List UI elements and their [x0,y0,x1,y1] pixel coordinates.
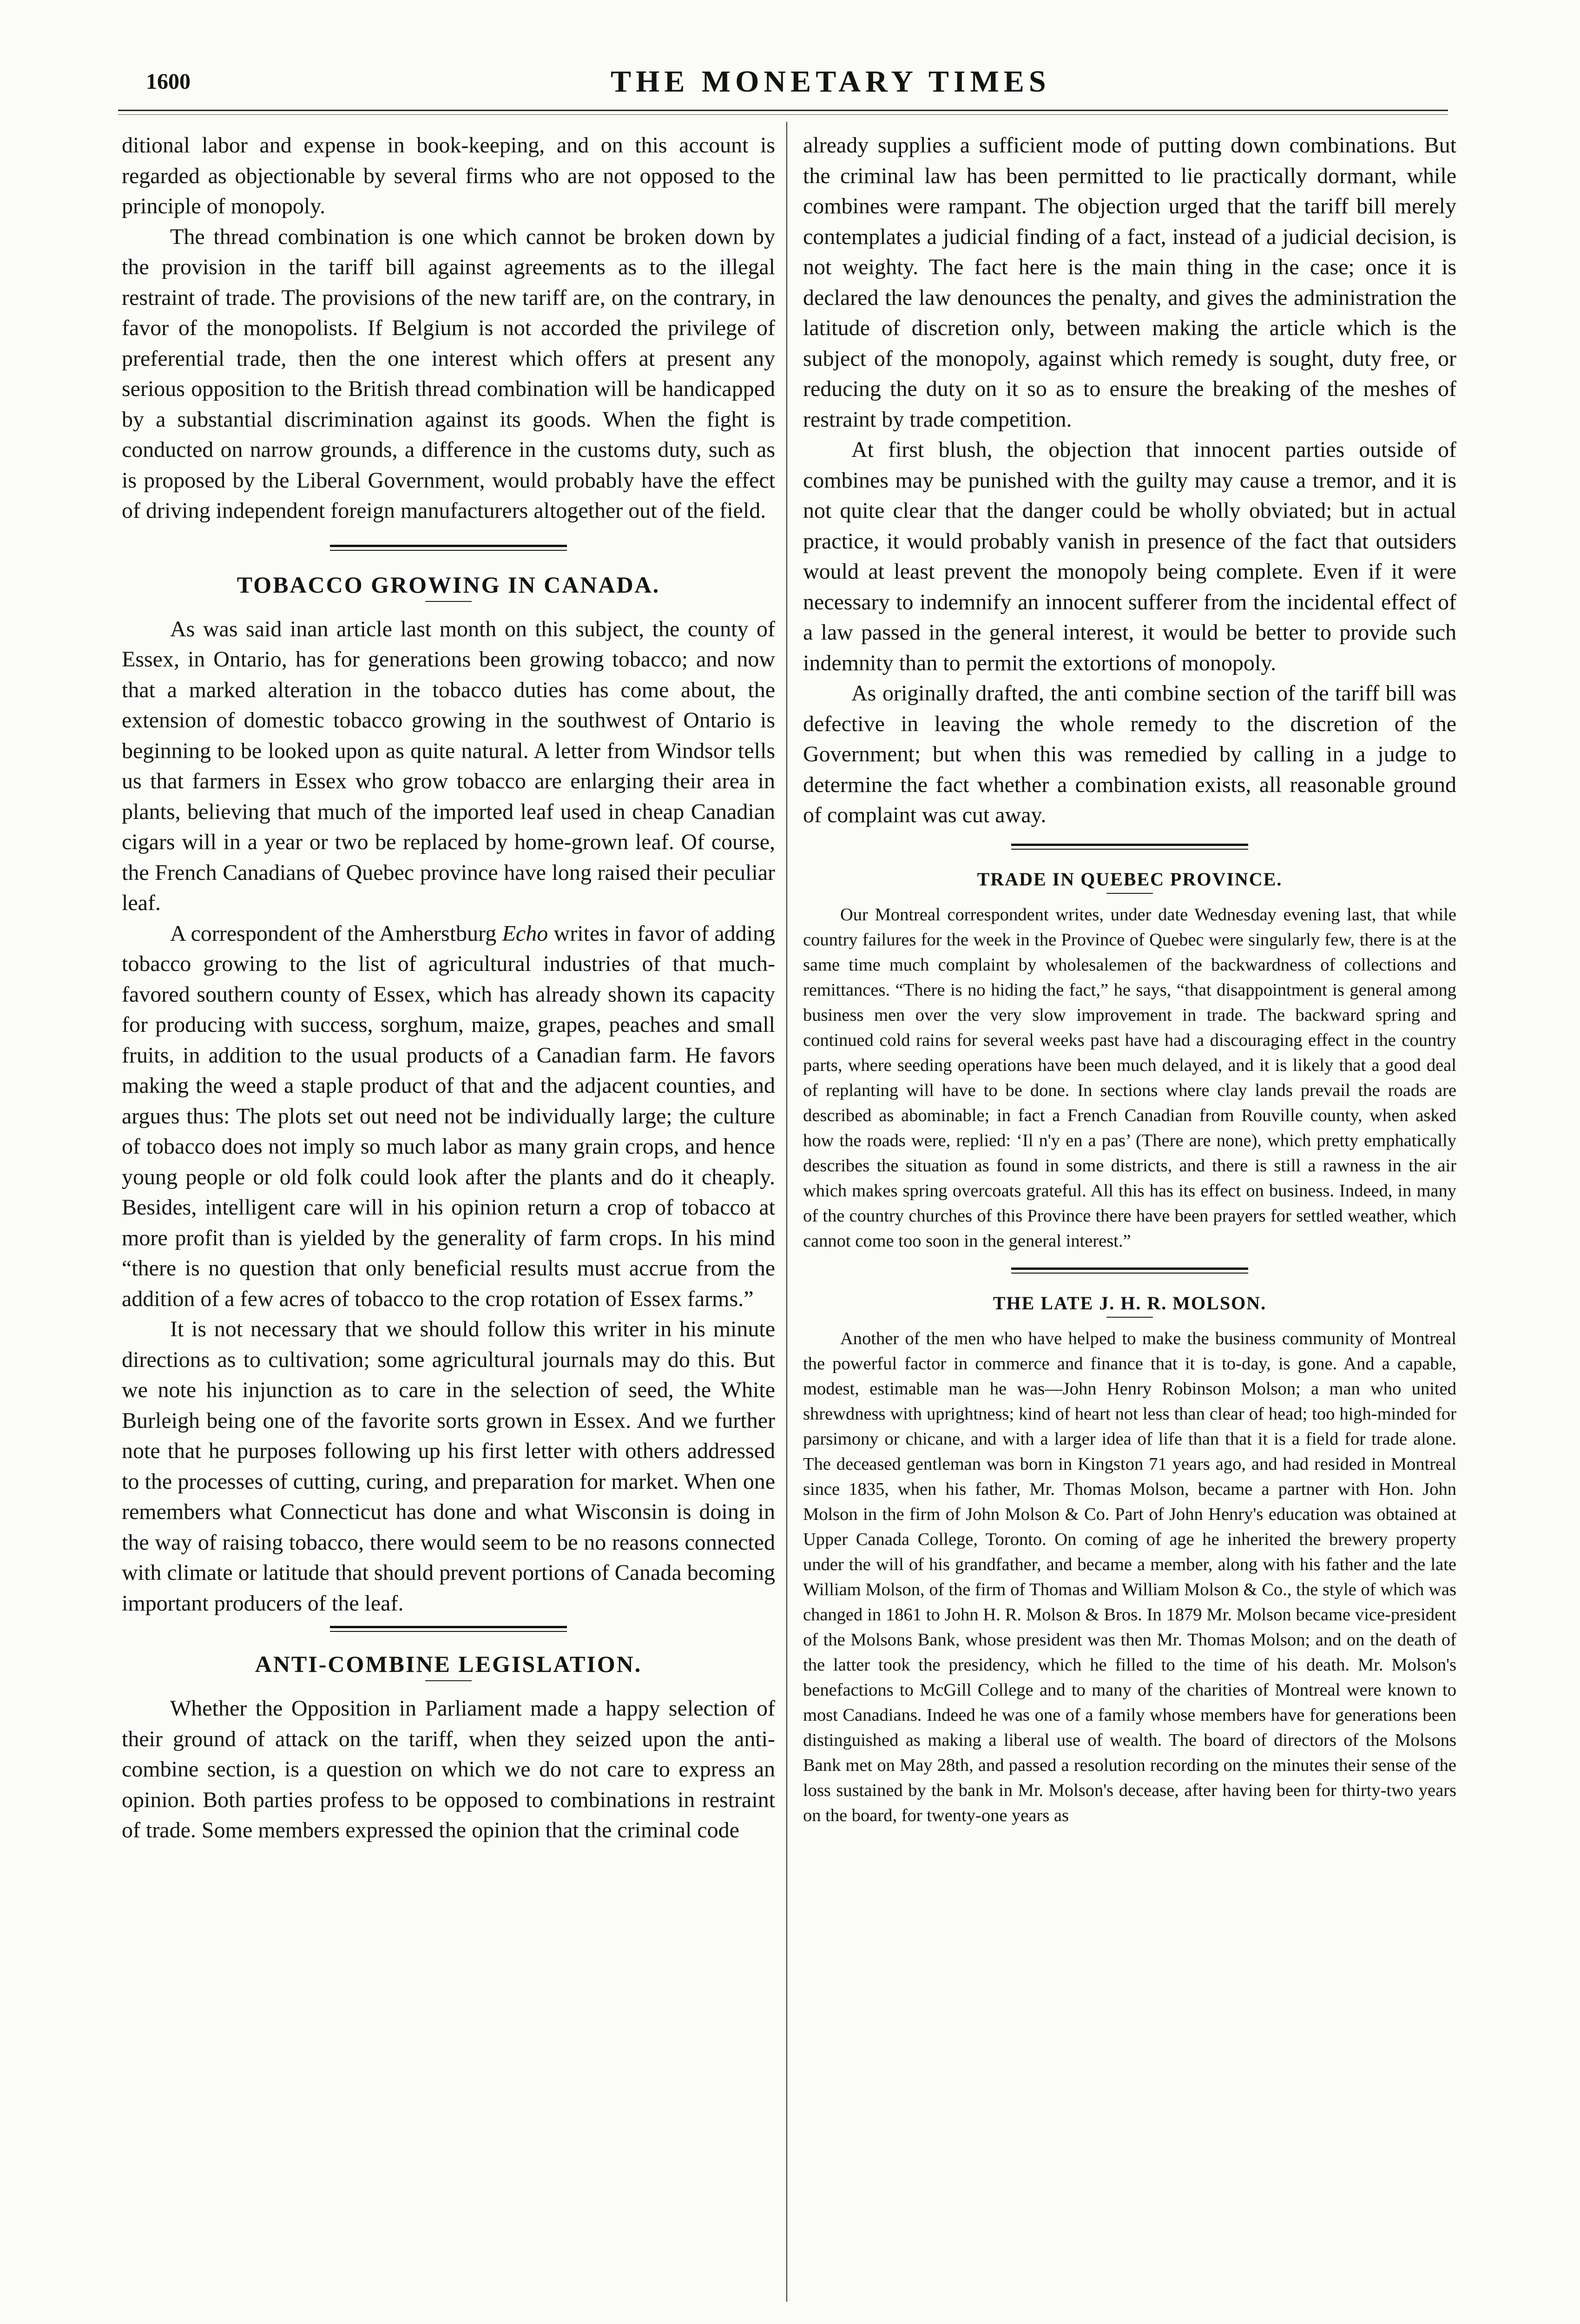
paragraph: At first blush, the objection that innocent parties outside of combines may be punished with the guilty may cause a tremor, and it is not quite clear that the danger could be wholly obviated; but in actual practice, it would probably vanish in presence of the fact that outsiders would at least prevent the monopoly being complete. Even if it were necessary to indemnify an innocent sufferer from the incidental effect of a law passed in the general interest, it would be better to provide such indemnity than to permit the extortions of monopoly. [803,437,1456,675]
section-double-rule [330,545,567,551]
paragraph: It is not necessary that we should follow this writer in his minute directions as to cultivation; some agricultural journals may do this. But we note his injunction as to care in the selection of seed, the White Burleigh being one of the favorite sorts grown in Essex. And we further note that he purposes following up his first letter with others addressed to the processes of cutting, curing, and preparation for market. When one remembers what Connecticut has done and what Wisconsin is doing in the way of raising tobacco, there would seem to be no reasons connected with climate or latitude that should prevent portions of Canada becoming important producers of the leaf. [122,1317,775,1616]
text-run: A correspondent of the Amherstburg [170,921,502,946]
heading-tobacco: TOBACCO GROWING IN CANADA. [237,571,660,598]
heading-quebec: TRADE IN QUEBEC PROVINCE. [977,868,1283,890]
heading-underline [1106,1317,1153,1318]
heading-underline [425,601,472,602]
header-rule-thin [118,114,1448,115]
paragraph: already supplies a sufficient mode of putting down combinations. But the criminal law has been permitted to lie practically dormant, while combines were rampant. The objection urged that the tariff bill merely contemplates a judicial finding of a fact, instead of a judicial decision, is not weighty. The fact here is the main thing in the case; once it is declared the law denounces the penalty, and gives the administration the latitude of discretion only, between making the article which is the subject of the monopoly, against which remedy is sought, duty free, or reducing the duty on it so as to ensure the breaking of the meshes of restraint by trade competition. [803,133,1456,432]
paragraph: Our Montreal correspondent writes, under date Wednesday evening last, that while country failures for the week in the Province of Quebec were singularly few, there is at the same time much complaint by wholesalemen of the backwardness of collections and remittances. “There is no hiding the fact,” he says, “that disappointment is general among business men over the very slow improvement in trade. The backward spring and continued cold rains for several weeks past have had a discouraging effect in the country parts, where seeding operations have been much delayed, and it is likely that a good deal of replanting will have to be done. In sections where clay lands prevail the roads are described as abominable; in fact a French Canadian from Rouville county, when asked how the roads were, replied: ‘Il n'y en a pas’ (There are none), which pretty emphatically describes the situation as found in some districts, and there is still a rawness in the air which makes spring overcoats grateful. All this has its effect on business. Indeed, in many of the country churches of this Province there have been prayers for settled weather, which cannot come too soon in the general interest.” [803,905,1456,1251]
paragraph: As was said inan article last month on this subject, the county of Essex, in Ontario, has for generations been growing tobacco; and now that a marked alteration in the tobacco duties has come about, the extension of domestic tobacco growing in the southwest of Ontario is beginning to be looked upon as quite natural. A letter from Windsor tells us that farmers in Essex who grow tobacco are enlarging their area in plants, believing that much of the imported leaf used in cheap Canadian cigars will in a year or two be replaced by home-grown leaf. Of course, the French Canadians of Quebec province have long raised their peculiar leaf. [122,616,775,915]
section-double-rule [1011,844,1248,850]
paragraph [122,918,775,1314]
heading-underline [425,1680,472,1681]
paragraph: ditional labor and expense in book-keeping, and on this account is regarded as objectionable by several firms who are not opposed to the principle of monopoly. [122,133,775,218]
right-column [803,130,1456,2315]
column-divider [786,122,787,2302]
heading-anti-combine: ANTI-COMBINE LEGISLATION. [255,1651,642,1677]
header-rule [118,110,1448,111]
heading-molson: THE LATE J. H. R. MOLSON. [993,1292,1267,1314]
section-double-rule [330,1626,567,1632]
masthead-title: THE MONETARY TIMES [611,65,1051,99]
page-header [118,64,1448,106]
paragraph: Whether the Opposition in Parliament made a happy selection of their ground of attack on the tariff, when they seized upon the anti-combine section, is a question on which we do not care to express an opinion. Both parties profess to be opposed to combinations in restraint of trade. Some members expressed the opinion that the criminal code [122,1696,775,1842]
text-run-italic: Echo [502,921,548,946]
paragraph: As originally drafted, the anti combine section of the tariff bill was defective in leaving the whole remedy to the discretion of the Government; but when this was remedied by calling in a judge to determine the fact whether a combination exists, all reasonable ground of complaint was cut away. [803,681,1456,827]
left-column [122,130,775,2212]
paragraph: Another of the men who have helped to make the business community of Montreal the powerful factor in commerce and finance that it is to-day, is gone. And a capable, modest, estimable man he was—John Henry Robinson Molson; a man who united shrewdness with uprightness; kind of heart not less than clear of head; too high-minded for parsimony or chicane, and with a larger idea of life than that it is a field for trade alone. The deceased gentleman was born in Kingston 71 years ago, and had resided in Montreal since 1835, when his father, Mr. Thomas Molson, became a partner with Hon. John Molson in the firm of John Molson & Co. Part of John Henry's education was obtained at Upper Canada College, Toronto. On coming of age he inherited the brewery property under the will of his grandfather, and became a member, along with his father and the late William Molson, of the firm of Thomas and William Molson & Co., the style of which was changed in 1861 to John H. R. Molson & Bros. In 1879 Mr. Molson became vice-president of the Molsons Bank, whose president was then Mr. Thomas Molson; and on the death of the latter took the presidency, which he filled to the time of his death. Mr. Molson's benefactions to McGill College and to many of the charities of Montreal were known to most Canadians. Indeed he was one of a family whose members have for generations been distinguished as making a liberal use of wealth. The board of directors of the Molsons Bank met on May 28th, and passed a resolution recording on the minutes their sense of the loss sustained by the bank in Mr. Molson's decease, after having been for thirty-two years on the board, for twenty-one years as [803,1328,1456,1825]
section-double-rule [1011,1268,1248,1274]
heading-underline [1106,893,1153,894]
page-number: 1600 [146,69,191,94]
paragraph: The thread combination is one which cannot be broken down by the provision in the tariff bill against agreements as to the illegal restraint of trade. The provisions of the new tariff are, on the contrary, in favor of the monopolists. If Belgium is not accorded the privilege of preferential trade, then the one interest which offers at present any serious opposition to the British thread combination will be handicapped by a substantial discrimination against its goods. When the fight is conducted on narrow grounds, a difference in the customs duty, such as is proposed by the Liberal Government, would probably have the effect of driving independent foreign manufacturers altogether out of the field. [122,224,775,523]
text-run: writes in favor of adding tobacco growing to the list of agricultural industries of that much-favored southern county of Essex, which has already shown its capacity for producing with success, sorghum, maize, grapes, peaches and small fruits, in addition to the usual products of a Canadian farm. He favors making the weed a staple product of that and the adjacent counties, and argues thus: The plots set out need not be individually large; the culture of tobacco does not imply so much labor as many grain crops, and hence young people or old folk could look after the plants and do it cheaply. Besides, intelligent care will in his opinion return a crop of tobacco at more profit than is yielded by the generality of farm crops. In his mind “there is no question that only beneficial results must accrue from the addition of a few acres of tobacco to the crop rotation of Essex farms.” [122,921,775,1311]
